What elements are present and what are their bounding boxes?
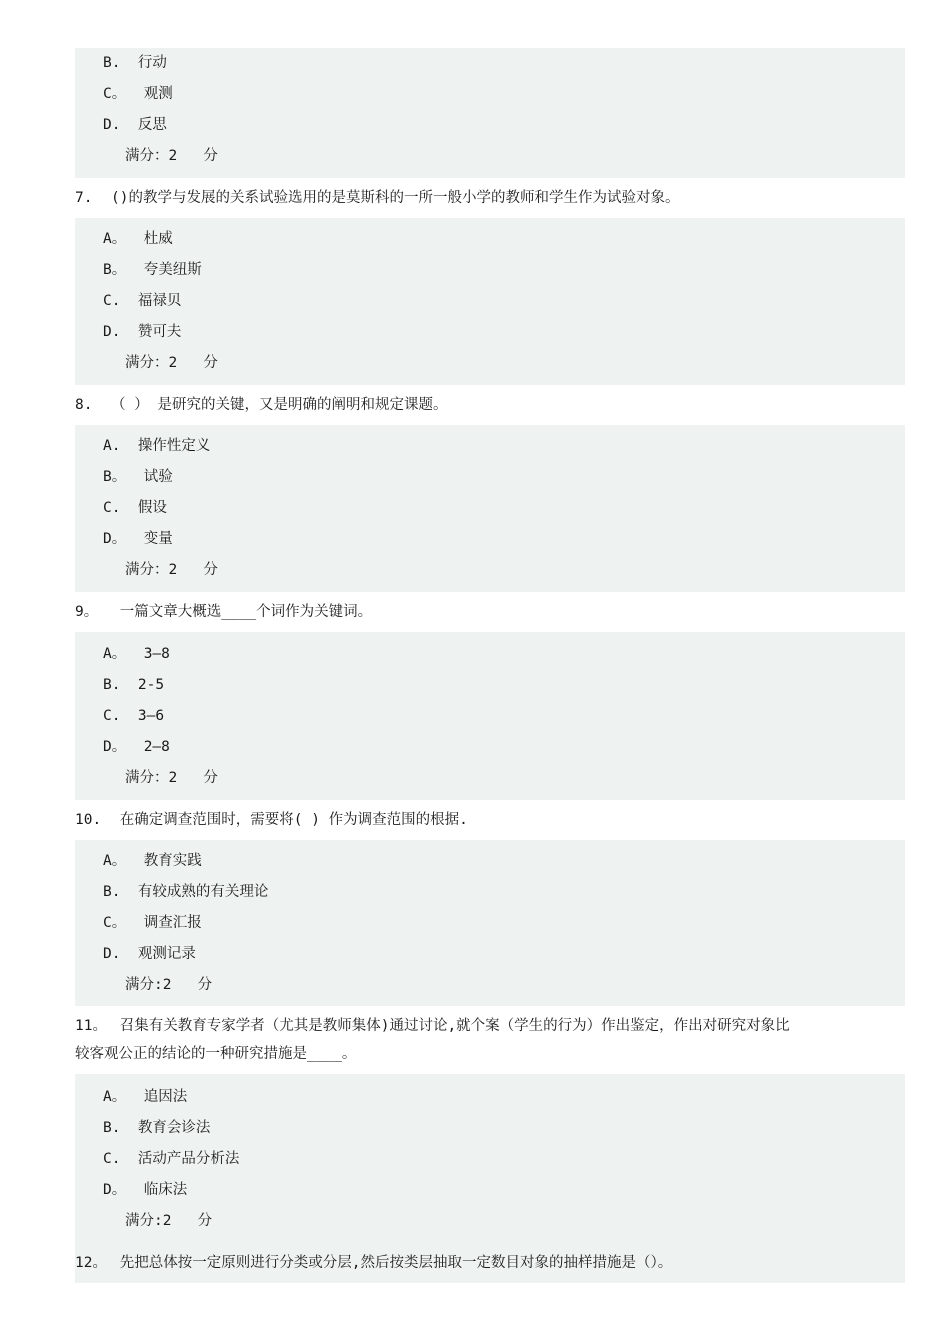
- question-10: [75, 800, 905, 840]
- question-number: 8.: [75, 397, 93, 413]
- option-c: C。 调查汇报: [103, 915, 202, 931]
- question-text: （ ） 是研究的关键，又是明确的阐明和规定课题。: [111, 397, 448, 413]
- option-a: A。 追因法: [103, 1089, 188, 1105]
- question-text: 一篇文章大概选____个词作为关键词。: [111, 604, 373, 620]
- option-a: A. 操作性定义: [103, 438, 211, 454]
- option-d: D。 2—8: [103, 739, 170, 755]
- quiz-sheet: [75, 48, 905, 1274]
- question-8: [75, 385, 905, 425]
- score-label: 满分:2 分: [125, 977, 213, 993]
- question-number: 9。: [75, 604, 99, 620]
- option-c: C. 福禄贝: [103, 293, 182, 309]
- option-d: D. 反思: [103, 117, 167, 133]
- option-d: D。 变量: [103, 531, 173, 547]
- option-a: A。 杜威: [103, 231, 173, 247]
- question-9: [75, 592, 905, 632]
- score-label: 满分：2 分: [125, 770, 218, 786]
- score-label: 满分：2 分: [125, 355, 218, 371]
- question-text: 在确定调查范围时，需要将( ) 作为调查范围的根据.: [111, 812, 468, 828]
- question-7: [75, 178, 905, 218]
- option-b: B。 试验: [103, 469, 173, 485]
- option-b: B。 夸美纽斯: [103, 262, 202, 278]
- score-label: 满分:2 分: [125, 1213, 213, 1229]
- option-b: B. 2-5: [103, 677, 165, 693]
- question-number: 10.: [75, 812, 102, 828]
- question-number: 7.: [75, 190, 93, 206]
- question-number: 11。: [75, 1018, 107, 1034]
- question-text-line-1: 11。 召集有关教育专家学者（尤其是教师集体)通过讨论,就个案（学生的行为）作出鉴定，作出对研究对象比: [75, 1012, 905, 1040]
- question-number: 12。: [75, 1255, 107, 1271]
- option-d: D. 赞可夫: [103, 324, 182, 340]
- question-11: [75, 1006, 905, 1074]
- option-d: D。 临床法: [103, 1182, 188, 1198]
- option-c: C. 活动产品分析法: [103, 1151, 240, 1167]
- question-12: [75, 1243, 905, 1283]
- option-b: B. 有较成熟的有关理论: [103, 884, 269, 900]
- score-label: 满分：2 分: [125, 562, 218, 578]
- question-text: ()的教学与发展的关系试验选用的是莫斯科的一所一般小学的教师和学生作为试验对象。: [111, 190, 680, 206]
- question-text: 先把总体按一定原则进行分类或分层,然后按类层抽取一定数目对象的抽样措施是（）。: [111, 1255, 673, 1271]
- option-c: C. 假设: [103, 500, 167, 516]
- question-text-line-2: 较客观公正的结论的一种研究措施是____。: [75, 1046, 357, 1062]
- option-d: D. 观测记录: [103, 946, 196, 962]
- option-b: B. 教育会诊法: [103, 1120, 211, 1136]
- option-a: A。 3—8: [103, 646, 170, 662]
- option-c: C. 3—6: [103, 708, 165, 724]
- score-label: 满分：2 分: [125, 148, 218, 164]
- option-c: C。 观测: [103, 86, 173, 102]
- option-a: A。 教育实践: [103, 853, 202, 869]
- option-b: B. 行动: [103, 55, 167, 71]
